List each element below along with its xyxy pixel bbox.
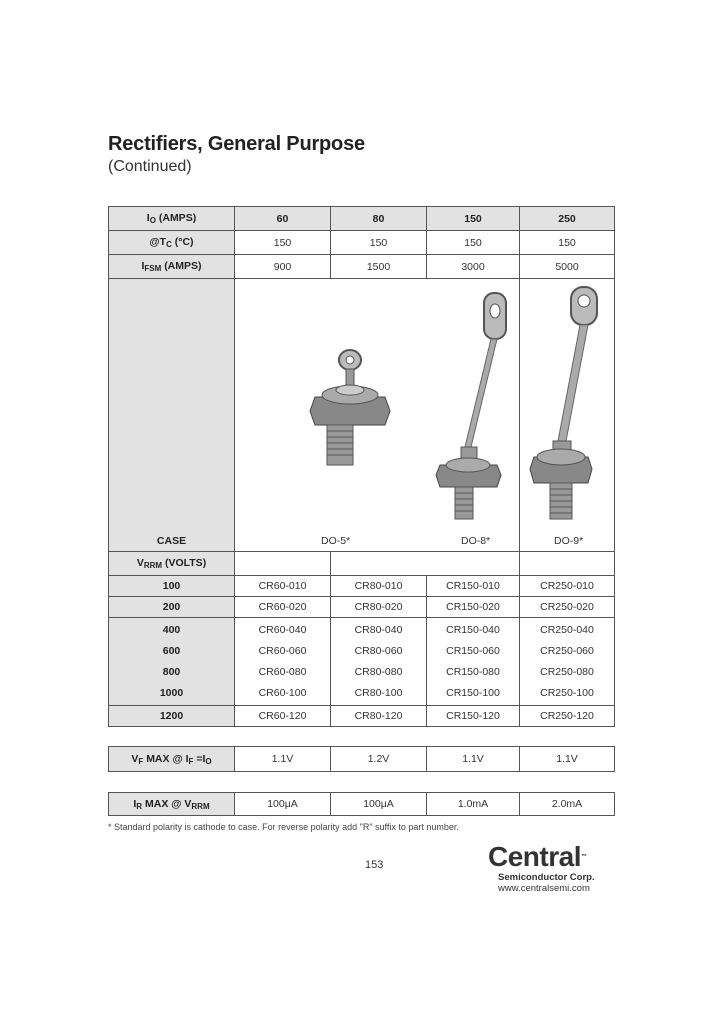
voltage-stack (109, 618, 235, 706)
part-number: CR250-120 (520, 706, 615, 727)
part-number: CR60-040 (258, 623, 307, 636)
ir-value: 100μA (235, 793, 331, 816)
do9-rectifier-image (520, 279, 615, 551)
part-number: CR150-120 (427, 706, 520, 727)
ifsm-value: 1500 (331, 255, 427, 279)
voltage-cell: 200 (109, 597, 235, 618)
do5-rectifier-image (310, 350, 390, 465)
page-number: 153 (365, 859, 384, 871)
vrrm-header-row (109, 552, 615, 576)
part-number: CR150-060 (446, 644, 500, 657)
tc-value: 150 (331, 231, 427, 255)
part-number: CR250-060 (540, 644, 594, 657)
vf-value: 1.1V (427, 747, 520, 772)
tc-value: 150 (520, 231, 615, 255)
io-value: 60 (235, 207, 331, 231)
part-number: CR250-100 (540, 686, 594, 699)
case-images-do5-do8 (235, 279, 520, 552)
io-row (109, 207, 615, 231)
case-do5: DO-5* (321, 535, 351, 547)
part-number: CR60-060 (258, 644, 307, 657)
cr60-stack (235, 618, 331, 706)
voltage-cell: 1000 (159, 686, 184, 699)
vf-value: 1.1V (520, 747, 615, 772)
part-row-200v (109, 597, 615, 618)
part-number: CR250-080 (540, 665, 594, 678)
logo-url: www.centralsemi.com (498, 883, 590, 894)
part-row-1200v (109, 706, 615, 727)
part-rows-400-1000v (109, 618, 615, 706)
part-number: CR250-010 (520, 576, 615, 597)
case-do8: DO-8* (461, 535, 491, 547)
part-number: CR60-100 (258, 686, 307, 699)
ifsm-value: 3000 (427, 255, 520, 279)
ir-header: $I_R$ MAX @ $V_{RRM}$ (109, 793, 235, 816)
vf-row (109, 747, 615, 772)
part-number: CR150-020 (427, 597, 520, 618)
case-do9: DO-9* (554, 535, 584, 547)
part-number: CR80-060 (354, 644, 403, 657)
ir-value: 100μA (331, 793, 427, 816)
part-number: CR60-080 (258, 665, 307, 678)
page-title: Rectifiers, General Purpose (108, 133, 365, 155)
case-row (109, 279, 615, 552)
part-number: CR80-080 (354, 665, 403, 678)
io-header: $I_O$ (AMPS) (109, 207, 235, 231)
do8-rectifier-image (436, 293, 506, 519)
ir-value: 2.0mA (520, 793, 615, 816)
ir-row (109, 793, 615, 816)
io-value: 150 (427, 207, 520, 231)
logo-name: Central (488, 841, 581, 872)
part-number: CR60-010 (235, 576, 331, 597)
part-number: CR80-010 (331, 576, 427, 597)
part-number: CR80-020 (331, 597, 427, 618)
cr80-stack (331, 618, 427, 706)
ifsm-row (109, 255, 615, 279)
logo-subtitle: Semiconductor Corp. (498, 872, 595, 883)
part-number: CR150-100 (446, 686, 500, 699)
cr250-stack (520, 618, 615, 706)
ifsm-header: $I_{FSM}$ (AMPS) (109, 255, 235, 279)
ifsm-value: 5000 (520, 255, 615, 279)
tc-row (109, 231, 615, 255)
footnote: * Standard polarity is cathode to case. For reverse polarity add "R" suffix to part number. (108, 822, 459, 832)
ir-table (108, 792, 615, 816)
central-logo (488, 842, 614, 895)
vf-table (108, 746, 615, 772)
voltage-cell: 800 (162, 665, 181, 678)
voltage-cell: 600 (162, 644, 181, 657)
part-number: CR60-020 (235, 597, 331, 618)
cr150-stack (427, 618, 520, 706)
part-number: CR150-080 (446, 665, 500, 678)
tc-header: $@T_C$ (°C) (109, 231, 235, 255)
page-subtitle: (Continued) (108, 158, 192, 175)
part-row-100v (109, 576, 615, 597)
logo-trademark: ™ (580, 854, 587, 860)
vf-value: 1.1V (235, 747, 331, 772)
vrrm-header: $V_{RRM}$ (VOLTS) (109, 552, 235, 576)
vf-header: $V_F$ MAX @ $I_F =I_O$ (109, 747, 235, 772)
ifsm-value: 900 (235, 255, 331, 279)
part-number: CR150-040 (446, 623, 500, 636)
case-images-do9 (520, 279, 615, 552)
voltage-cell: 100 (109, 576, 235, 597)
case-header: CASE (109, 279, 235, 552)
part-number: CR250-040 (540, 623, 594, 636)
part-number: CR80-100 (354, 686, 403, 699)
part-number: CR150-010 (427, 576, 520, 597)
part-number: CR250-020 (520, 597, 615, 618)
io-value: 250 (520, 207, 615, 231)
tc-value: 150 (235, 231, 331, 255)
voltage-cell: 400 (162, 623, 181, 636)
vf-value: 1.2V (331, 747, 427, 772)
part-number: CR60-120 (235, 706, 331, 727)
do5-do8-images (235, 279, 520, 551)
tc-value: 150 (427, 231, 520, 255)
rectifier-spec-table (108, 206, 615, 727)
ir-value: 1.0mA (427, 793, 520, 816)
io-value: 80 (331, 207, 427, 231)
voltage-cell: 1200 (109, 706, 235, 727)
part-number: CR80-040 (354, 623, 403, 636)
part-number: CR80-120 (331, 706, 427, 727)
